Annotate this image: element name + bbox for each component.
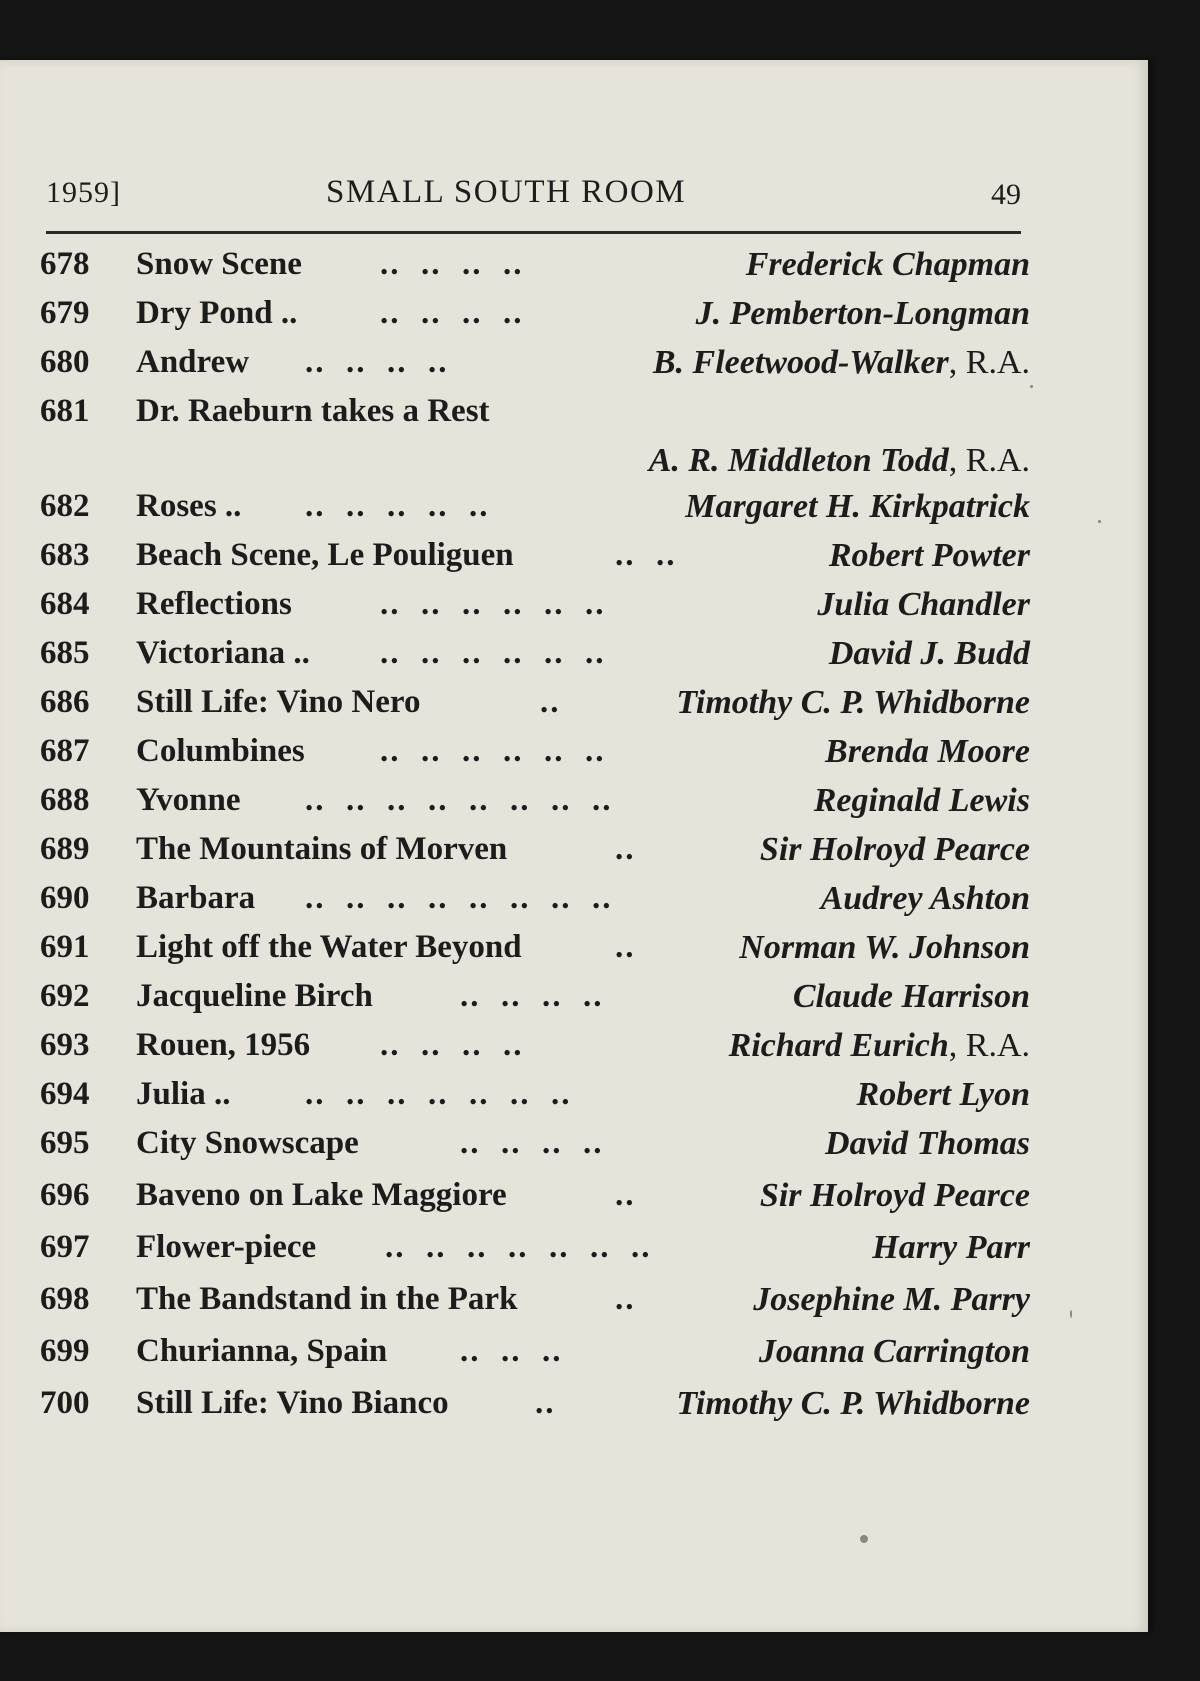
entry-number: 694: [40, 1076, 90, 1112]
entry-artist: Frederick Chapman: [745, 246, 1030, 283]
entry-number: 678: [40, 246, 90, 282]
catalogue-entry: [40, 1381, 1030, 1433]
catalogue-entry: [40, 484, 1030, 533]
entry-title: Dr. Raeburn takes a Rest: [136, 393, 490, 429]
entry-title: Columbines: [136, 733, 305, 769]
entry-number: 681: [40, 393, 90, 429]
entry-artist: Reginald Lewis: [813, 782, 1030, 819]
catalogue-entry: [40, 389, 1030, 484]
paper-speck: [860, 1535, 868, 1543]
entry-title: Reflections: [136, 586, 292, 622]
dot-leader: .. .. .. .. ..: [305, 488, 490, 524]
dot-leader: .. .. .. .. .. ..: [380, 733, 606, 769]
entry-number: 699: [40, 1333, 90, 1369]
entry-number: 700: [40, 1385, 90, 1421]
entry-artist: Sir Holroyd Pearce: [759, 831, 1030, 868]
dot-leader: .. .. ..: [460, 1333, 563, 1369]
entry-number: 687: [40, 733, 90, 769]
header-year: 1959]: [46, 176, 121, 209]
catalogue-entry: [40, 533, 1030, 582]
catalogue-entry: [40, 778, 1030, 827]
catalogue-entry: [40, 680, 1030, 729]
dot-leader: .. .. .. ..: [460, 1125, 604, 1161]
entry-artist: Timothy C. P. Whidborne: [676, 684, 1030, 721]
entry-number: 697: [40, 1229, 90, 1265]
dot-leader: .. .. .. .. .. ..: [380, 586, 606, 622]
header-rule: [46, 231, 1021, 234]
entry-number: 679: [40, 295, 90, 331]
entry-artist: Claude Harrison: [792, 978, 1030, 1015]
entry-title: City Snowscape: [136, 1125, 359, 1161]
entry-artist: Norman W. Johnson: [739, 929, 1030, 966]
catalogue-entry: [40, 876, 1030, 925]
catalogue-entry: [40, 729, 1030, 778]
entry-artist: Audrey Ashton: [820, 880, 1030, 917]
entry-number: 685: [40, 635, 90, 671]
dot-leader: ..: [535, 1385, 556, 1421]
dot-leader: .. .. .. .. .. .. .. ..: [305, 782, 613, 818]
page-header: [46, 170, 1021, 220]
entry-title: Still Life: Vino Bianco: [136, 1385, 449, 1421]
dot-leader: .. .. .. ..: [380, 295, 524, 331]
catalogue-entry: [40, 1329, 1030, 1381]
dot-leader: .. .. .. .. .. .. ..: [305, 1076, 572, 1112]
dot-leader: .. .. .. ..: [460, 978, 604, 1014]
page-number: 49: [991, 178, 1021, 211]
entry-artist: Josephine M. Parry: [753, 1281, 1030, 1318]
dot-leader: .. .. .. .. .. .. .. ..: [305, 880, 613, 916]
entry-title: Light off the Water Beyond: [136, 929, 522, 965]
entry-artist: A. R. Middleton Todd, R.A.: [648, 442, 1030, 479]
entry-number: 698: [40, 1281, 90, 1317]
catalogue-entry: [40, 291, 1030, 340]
entry-artist: Robert Powter: [828, 537, 1030, 574]
catalogue-entry: [40, 1225, 1030, 1277]
entry-artist: J. Pemberton-Longman: [695, 295, 1030, 332]
entry-number: 684: [40, 586, 90, 622]
catalogue-entry: [40, 631, 1030, 680]
entry-number: 689: [40, 831, 90, 867]
entry-title: Beach Scene, Le Pouliguen: [136, 537, 514, 573]
entry-title: Churianna, Spain: [136, 1333, 388, 1369]
entry-artist: Sir Holroyd Pearce: [759, 1177, 1030, 1214]
entry-number: 682: [40, 488, 90, 524]
dot-leader: ..: [615, 929, 636, 965]
dot-leader: .. .. .. ..: [380, 1027, 524, 1063]
entry-title: Roses ..: [136, 488, 242, 524]
entry-number: 683: [40, 537, 90, 573]
entry-artist: Timothy C. P. Whidborne: [676, 1385, 1030, 1422]
catalogue-entry: [40, 242, 1030, 291]
entry-number: 688: [40, 782, 90, 818]
entry-artist: Robert Lyon: [856, 1076, 1030, 1113]
entry-artist: Joanna Carrington: [758, 1333, 1030, 1370]
entry-title: Dry Pond ..: [136, 295, 298, 331]
entry-artist: David Thomas: [825, 1125, 1030, 1162]
paper-speck: [1030, 385, 1033, 388]
entry-number: 691: [40, 929, 90, 965]
paper-speck: [1070, 1310, 1072, 1318]
dot-leader: ..: [615, 1281, 636, 1317]
entry-number: 693: [40, 1027, 90, 1063]
entry-title: The Bandstand in the Park: [136, 1281, 518, 1317]
entry-title: Victoriana ..: [136, 635, 310, 671]
catalogue-list: [40, 242, 1030, 1433]
entry-artist: B. Fleetwood-Walker, R.A.: [652, 344, 1030, 381]
paper-speck: [1098, 520, 1101, 523]
entry-title: Yvonne: [136, 782, 241, 818]
entry-title: Barbara: [136, 880, 256, 916]
catalogue-entry: [40, 974, 1030, 1023]
entry-number: 690: [40, 880, 90, 916]
entry-artist: Harry Parr: [872, 1229, 1030, 1266]
entry-title: Andrew: [136, 344, 250, 380]
dot-leader: .. .. .. ..: [305, 344, 449, 380]
dot-leader: .. .. .. ..: [380, 246, 524, 282]
entry-number: 692: [40, 978, 90, 1014]
entry-title: Julia ..: [136, 1076, 231, 1112]
dot-leader: ..: [540, 684, 561, 720]
catalogue-entry: [40, 1173, 1030, 1225]
entry-number: 696: [40, 1177, 90, 1213]
entry-artist: Margaret H. Kirkpatrick: [685, 488, 1030, 525]
entry-artist: Julia Chandler: [817, 586, 1030, 623]
dot-leader: .. .. .. .. .. ..: [380, 635, 606, 671]
dot-leader: ..: [615, 1177, 636, 1213]
dot-leader: .. ..: [615, 537, 677, 573]
entry-title: Snow Scene: [136, 246, 302, 282]
catalogue-entry: [40, 925, 1030, 974]
catalogue-entry: [40, 340, 1030, 389]
catalogue-entry: [40, 827, 1030, 876]
catalogue-entry: [40, 1023, 1030, 1072]
dot-leader: ..: [615, 831, 636, 867]
entry-title: Baveno on Lake Maggiore: [136, 1177, 507, 1213]
dot-leader: .. .. .. .. .. .. ..: [385, 1229, 652, 1265]
entry-title: Flower-piece: [136, 1229, 317, 1265]
catalogue-entry: [40, 582, 1030, 631]
entry-title: Rouen, 1956: [136, 1027, 311, 1063]
entry-artist: Brenda Moore: [825, 733, 1030, 770]
catalogue-entry: [40, 1277, 1030, 1329]
entry-title: The Mountains of Morven: [136, 831, 508, 867]
entry-artist: Richard Eurich, R.A.: [728, 1027, 1030, 1064]
catalogue-entry: [40, 1072, 1030, 1121]
entry-title: Still Life: Vino Nero: [136, 684, 421, 720]
entry-number: 680: [40, 344, 90, 380]
entry-artist: David J. Budd: [828, 635, 1030, 672]
catalogue-entry: [40, 1121, 1030, 1173]
entry-number: 695: [40, 1125, 90, 1161]
entry-title: Jacqueline Birch: [136, 978, 373, 1014]
page-title: SMALL SOUTH ROOM: [326, 174, 687, 210]
entry-number: 686: [40, 684, 90, 720]
